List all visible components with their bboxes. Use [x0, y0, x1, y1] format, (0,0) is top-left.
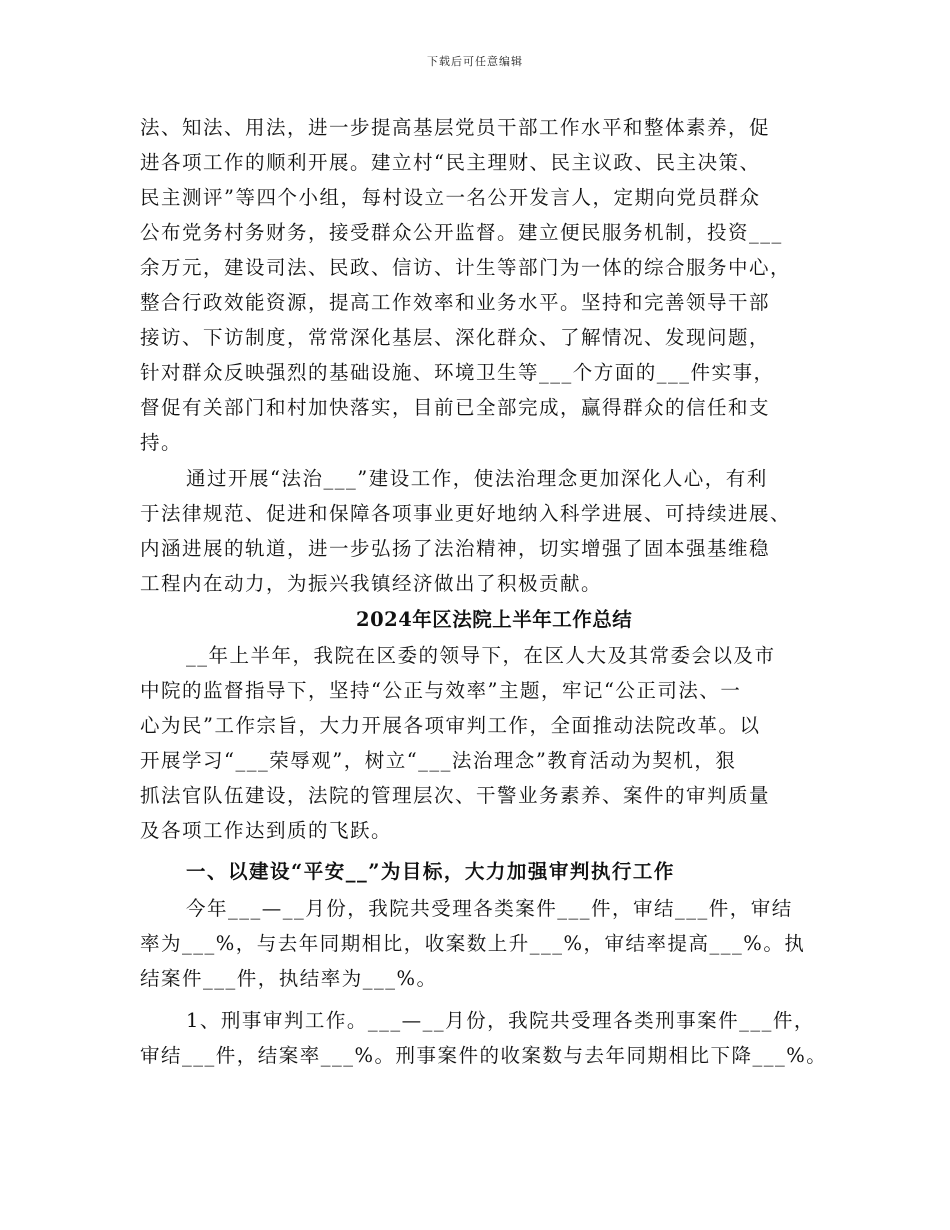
- body-line: 针对群众反映强烈的基础设施、环境卫生等___个方面的___件实事，: [140, 361, 775, 384]
- body-line: 结案件___件，执结率为___%。: [140, 967, 438, 990]
- paragraph-first-line: 通过开展“法治___”建设工作，使法治理念更加深化人心，有利: [186, 467, 768, 490]
- body-line: 民主测评”等四个小组，每村设立一名公开发言人，定期向党员群众: [140, 186, 761, 209]
- document-title: 2024年区法院上半年工作总结: [356, 608, 633, 631]
- paragraph-first-line: 1、刑事审判工作。___—__月份，我院共受理各类刑事案件___件，: [186, 1009, 815, 1032]
- body-line: 整合行政效能资源，提高工作效率和业务水平。坚持和完善领导干部: [140, 291, 771, 314]
- body-line: 法、知法、用法，进一步提高基层党员干部工作水平和整体素养，促: [140, 116, 771, 139]
- body-line: 心为民”工作宗旨，大力开展各项审判工作，全面推动法院改革。以: [140, 714, 761, 737]
- paragraph-first-line: __年上半年，我院在区委的领导下，在区人大及其常委会以及市: [186, 644, 776, 667]
- body-line: 余万元，建设司法、民政、信访、计生等部门为一体的综合服务中心，: [140, 256, 792, 279]
- body-line: 于法律规范、促进和保障各项事业更好地纳入科学进展、可持续进展、: [140, 502, 792, 525]
- body-line: 持。: [140, 431, 183, 454]
- body-line: 工程内在动力，为振兴我镇经济做出了积极贡献。: [140, 572, 603, 595]
- body-line: 公布党务村务财务，接受群众公开监督。建立便民服务机制，投资___: [140, 221, 783, 244]
- body-line: 接访、下访制度，常常深化基层、深化群众、了解情况、发现问题，: [140, 326, 771, 349]
- body-line: 率为___%，与去年同期相比，收案数上升___%，审结率提高___%。执: [140, 932, 806, 955]
- body-line: 审结___件，结案率___%。刑事案件的收案数与去年同期相比下降___%。: [140, 1044, 828, 1067]
- page-header: 下载后可任意编辑: [427, 55, 523, 68]
- body-line: 及各项工作达到质的飞跃。: [140, 819, 393, 842]
- paragraph-first-line: 今年___—__月份，我院共受理各类案件___件，审结___件，审结: [186, 897, 793, 920]
- body-line: 内涵进展的轨道，进一步弘扬了法治精神，切实增强了固本强基维稳: [140, 537, 771, 560]
- body-line: 中院的监督指导下，坚持“公正与效率”主题，牢记“公正司法、一: [140, 679, 742, 702]
- body-line: 督促有关部门和村加快落实，目前已全部完成，赢得群众的信任和支: [140, 396, 771, 419]
- body-line: 开展学习“___荣辱观”，树立“___法治理念”教育活动为契机，狠: [140, 749, 737, 772]
- section-heading: 一、以建设“平安__”为目标，大力加强审判执行工作: [186, 860, 675, 883]
- body-line: 进各项工作的顺利开展。建立村“民主理财、民主议政、民主决策、: [140, 151, 761, 174]
- body-line: 抓法官队伍建设，法院的管理层次、干警业务素养、案件的审判质量: [140, 784, 771, 807]
